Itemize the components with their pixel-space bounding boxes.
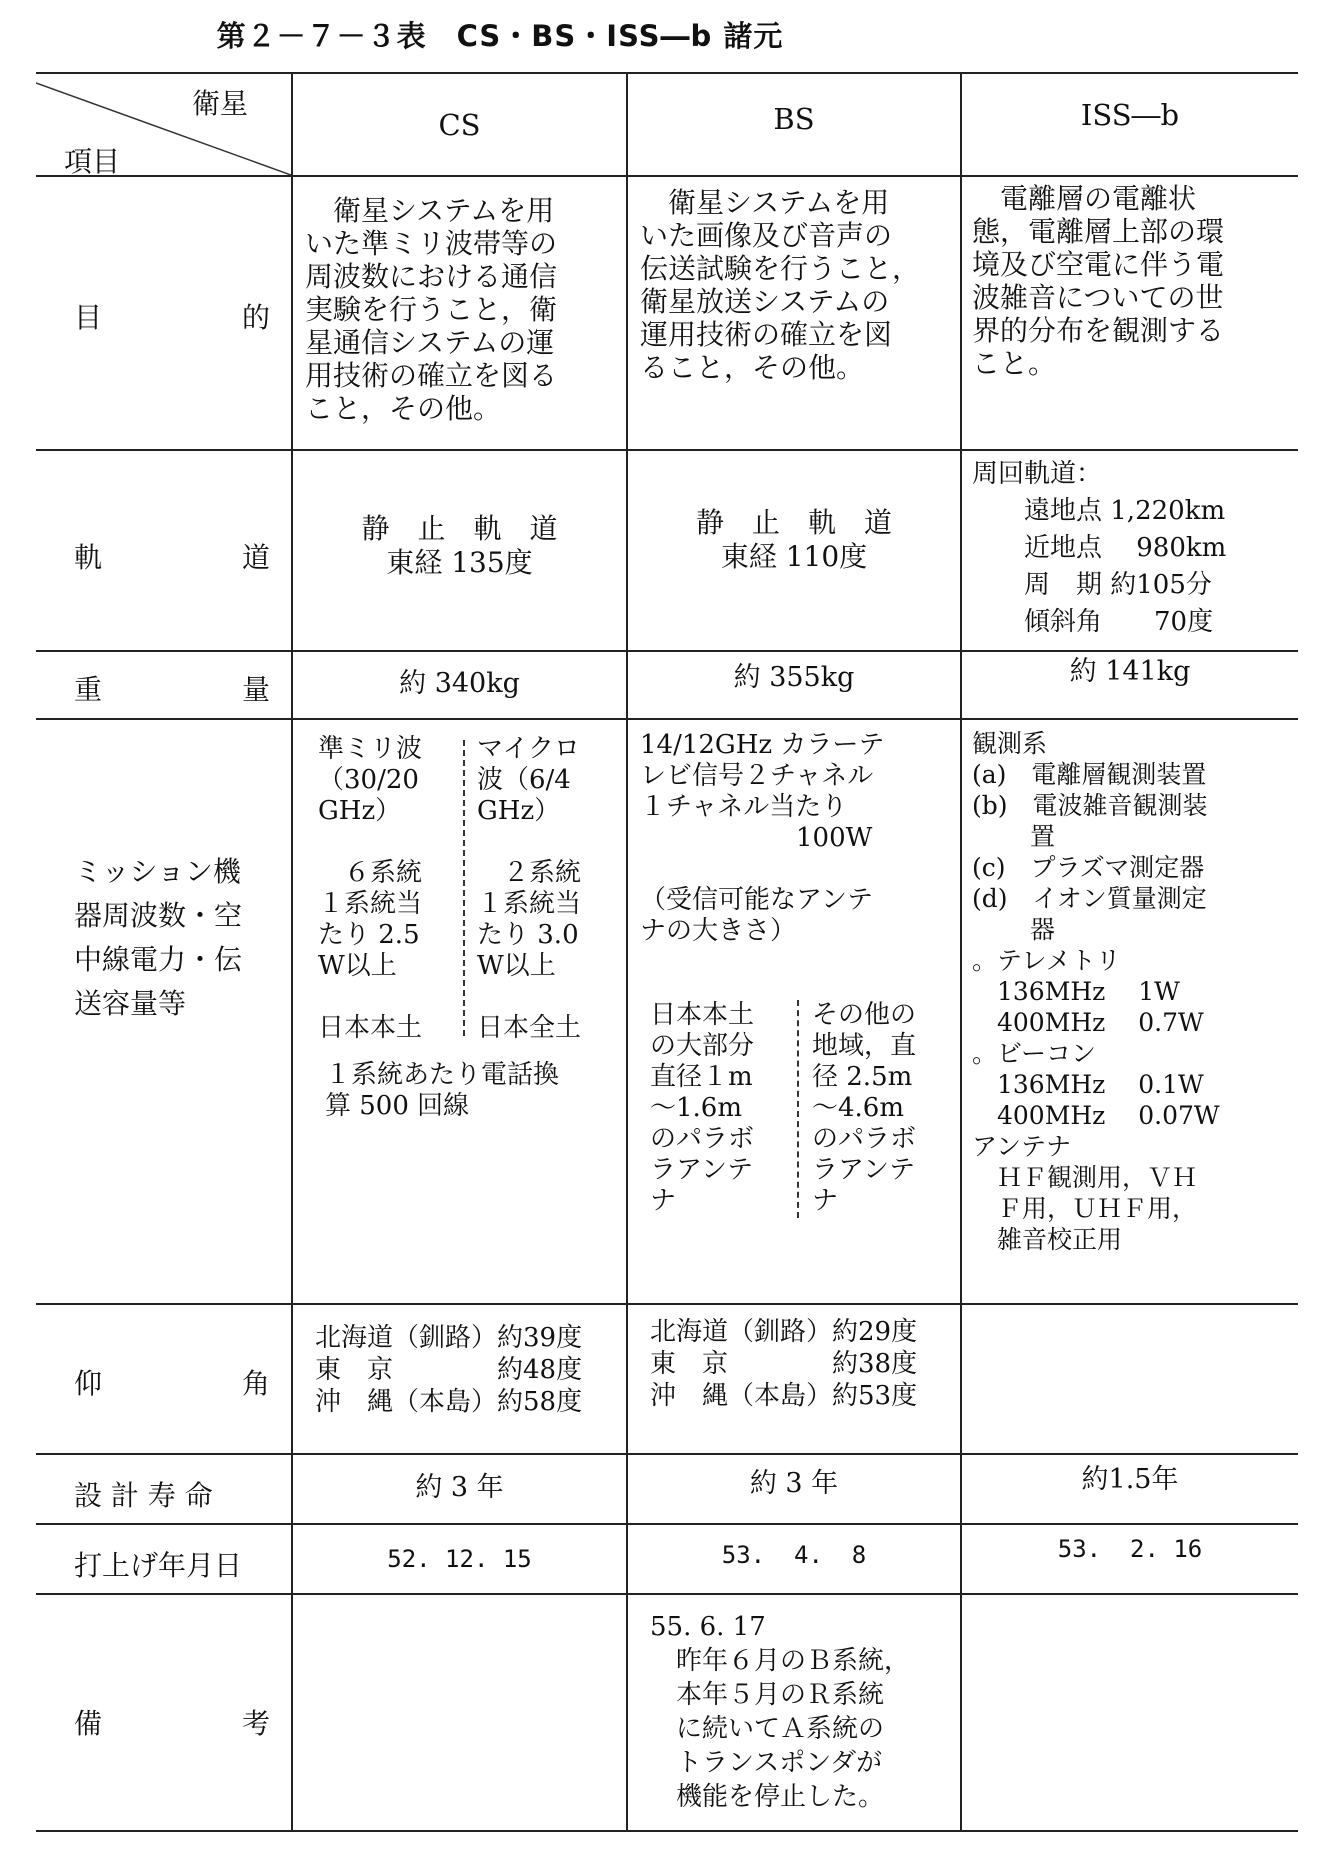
column-header-cs: CS	[438, 108, 481, 142]
elevation-bs: 北海道（釧路）約29度 東 京 約38度 沖 縄（本島）約53度	[650, 1317, 918, 1411]
rule-purpose	[36, 449, 1298, 451]
row-label-purpose: 目 的	[74, 301, 271, 334]
row-label-orbit: 軌 道	[74, 541, 271, 574]
row-label-weight: 重 量	[74, 673, 271, 706]
launch-bs: 53. 4. 8	[721, 1541, 867, 1569]
orbit-iss: 周回軌道： 遠地点 1,220km 近地点 980km 周 期 約105分 傾斜角 70度	[972, 459, 1227, 637]
purpose-iss: 電離層の電離状 態，電離層上部の環 境及び空電に伴う電 波雑音についての世 界的分布を観測する こと。	[972, 182, 1225, 380]
life-cs: 約 3 年	[415, 1472, 504, 1503]
rule-orbit	[36, 650, 1298, 652]
elevation-cs: 北海道（釧路）約39度 東 京 約48度 沖 縄（本島）約58度	[315, 1323, 583, 1417]
rule-top	[36, 72, 1298, 74]
remarks-bs: 55. 6. 17 昨年６月のＢ系統， 本年５月のＲ系統 に続いてＡ系統の トランスポンダが 機能を停止した。	[650, 1612, 911, 1812]
mission-cs-divider	[463, 740, 465, 1036]
orbit-bs: 静 止 軌 道 東経 110度	[695, 506, 892, 573]
purpose-bs: 衛星システムを用 いた画像及び音声の 伝送試験を行うこと， 衛星放送システムの 運用技術の確立を図 ること，その他。	[640, 186, 921, 384]
rule-elevation	[36, 1453, 1298, 1455]
rule-launch	[36, 1593, 1298, 1595]
launch-iss: 53. 2. 16	[1057, 1535, 1203, 1563]
column-header-bs: BS	[773, 102, 815, 136]
life-iss: 約1.5年	[1081, 1464, 1179, 1495]
rule-mission	[36, 1303, 1298, 1305]
purpose-cs: 衛星システムを用 いた準ミリ波帯等の 周波数における通信 実験を行うこと，衛 星通信システムの運 用技術の確立を図る こと，その他。	[305, 194, 558, 425]
table-title: 第２－７－３表 CS・BS・ISS―b 諸元	[216, 19, 784, 53]
mission-cs-left: 準ミリ波 （30/20 GHz） ６系統 １系統当 たり 2.5 W以上 日本本土	[318, 734, 423, 1043]
corner-label-item: 項目	[64, 145, 121, 178]
rule-col3	[960, 72, 962, 1830]
mission-iss: 観測系 (a) 電離層観測装置 (b) 電波雑音観測装 置 (c) プラズマ測定器 (d) イオン質量測定 器 。テレメトリ 136MHz 1W 400MHz 0.7W 。ビーコン 136MHz 0.1W 400MHz 0.07W アンテナ ＨＦ観測用，ＶＨ Ｆ用，ＵＨＦ用， 雑音校正用	[972, 729, 1220, 1254]
rule-weight	[36, 718, 1298, 720]
mission-cs-bottom: １系統あたり電話換 算 500 回線	[325, 1060, 560, 1121]
launch-cs: 52. 12. 15	[387, 1545, 532, 1573]
mission-bs-top: 14/12GHz カラーテ レビ信号２チャネル １チャネル当たり 100W （受信可能なアンテ ナの大きさ）	[640, 730, 885, 946]
row-label-mission: ミッション機 器周波数・空 中線電力・伝 送容量等	[74, 855, 243, 1020]
life-bs: 約 3 年	[749, 1468, 839, 1499]
mission-bs-right: その他の 地域，直 径 2.5m ～4.6m のパラボ ラアンテ ナ	[812, 1000, 917, 1216]
mission-cs-right: マイクロ 波（6/4 GHz） ２系統 １系統当 たり 3.0 W以上 日本全土	[477, 734, 582, 1043]
row-label-elevation: 仰 角	[74, 1367, 271, 1400]
weight-iss: 約 141kg	[1069, 656, 1191, 687]
weight-bs: 約 355kg	[733, 662, 855, 693]
mission-bs-divider	[797, 1000, 799, 1218]
row-label-launch-date: 打上げ年月日	[74, 1549, 243, 1582]
orbit-cs: 静 止 軌 道 東経 135度	[361, 512, 558, 579]
row-label-remarks: 備 考	[74, 1707, 271, 1740]
mission-bs-left: 日本本土 の大部分 直径１m ～1.6m のパラボ ラアンテ ナ	[650, 1000, 755, 1216]
corner-label-satellite: 衛星	[192, 87, 249, 120]
weight-cs: 約 340kg	[399, 668, 520, 699]
rule-life	[36, 1523, 1298, 1525]
row-label-design-life: 設 計 寿 命	[74, 1479, 213, 1512]
rule-bottom	[36, 1830, 1298, 1832]
column-header-iss: ISS―b	[1080, 98, 1180, 132]
rule-header	[36, 175, 1298, 177]
